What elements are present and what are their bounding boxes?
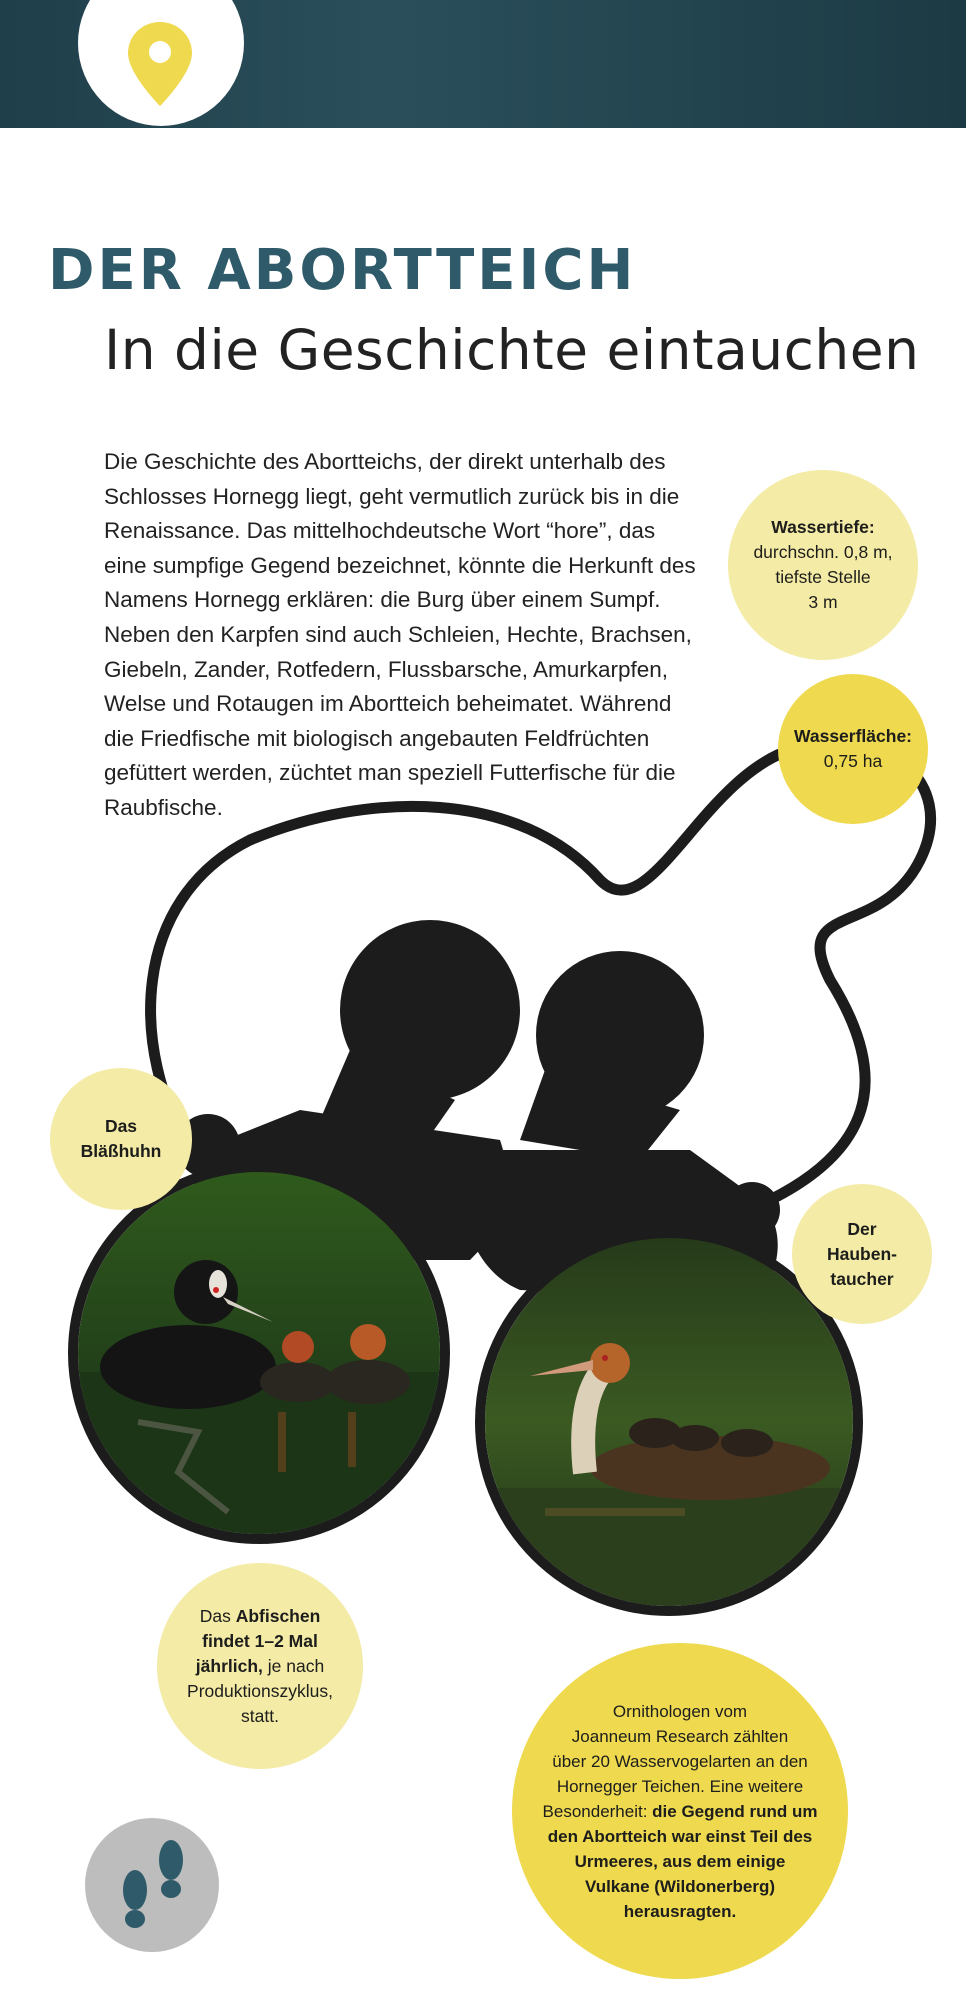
page-title: DER ABORTTEICH: [48, 238, 637, 303]
grebe-label-line: Der: [847, 1218, 877, 1239]
history-line: Welse und Rotaugen im Abortteich beheimatet. Während: [104, 691, 672, 717]
footprints-badge: [85, 1818, 219, 1952]
depth-label: Wassertiefe:: [771, 517, 875, 537]
area-label: Wasserfläche:: [793, 726, 912, 746]
depth-line: durchschn. 0,8 m,: [753, 542, 893, 562]
history-line: eine sumpfige Gegend bezeichnet, könnte die Herkunft des: [104, 552, 696, 578]
history-line: die Friedfische mit biologisch angebauten Feldfrüchten: [104, 725, 650, 751]
grebe-label-line: Hauben-: [827, 1243, 897, 1264]
ornithology-text: den Abortteich war einst Teil des: [547, 1826, 813, 1846]
depth-line: 3 m: [808, 592, 838, 612]
grebe-label-line: taucher: [830, 1268, 894, 1289]
ornithology-text: Hornegger Teichen. Eine weitere: [556, 1776, 804, 1796]
fishing-bubble: [157, 1563, 363, 1769]
fishing-text: findet 1–2 Mal: [202, 1630, 318, 1651]
fishing-text: Das: [199, 1605, 236, 1626]
depth-line: tiefste Stelle: [775, 567, 871, 587]
fishing-text: Abfischen: [235, 1605, 321, 1626]
history-line: gefüttert werden, züchtet man speziell Futterfische für die: [104, 760, 676, 786]
fishing-text: jährlich,: [195, 1655, 263, 1676]
coot-label-line: Bläßhuhn: [80, 1141, 162, 1161]
history-line: Renaissance. Das mittelhochdeutsche Wort “hore”, das: [104, 518, 656, 544]
coot-with-chicks-photo: [78, 1172, 440, 1534]
fishing-text: Produktionszyklus,: [187, 1680, 333, 1701]
page-subtitle: In die Geschichte eintauchen: [104, 318, 920, 382]
area-value: 0,75 ha: [823, 751, 883, 771]
fishing-text: statt.: [241, 1705, 279, 1726]
history-line: Raubfische.: [104, 794, 223, 820]
footprints-icon: [85, 1818, 219, 1952]
history-line: Namens Hornegg erklären: die Burg über einem Sumpf.: [104, 587, 661, 613]
coot-label-line: Das: [104, 1116, 138, 1136]
ornithology-text: Besonderheit:: [542, 1801, 653, 1821]
depth-bubble: [728, 470, 918, 660]
ornithology-bubble: [512, 1643, 848, 1979]
ornithology-text: Joanneum Research zählten: [571, 1726, 789, 1746]
history-line: Neben den Karpfen sind auch Schleien, Hechte, Brachsen,: [104, 621, 692, 647]
history-line: Giebeln, Zander, Rotfedern, Flussbarsche, Amurkarpfen,: [104, 656, 669, 682]
area-bubble: [778, 674, 928, 824]
history-line: Die Geschichte des Abortteichs, der direkt unterhalb des: [104, 449, 666, 474]
grebe-label-bubble: [792, 1184, 932, 1324]
coot-photo: [68, 1162, 450, 1544]
coot-label-bubble: [50, 1068, 192, 1210]
grebe-with-chicks-photo: [485, 1238, 853, 1606]
ornithology-text: Vulkane (Wildonerberg): [584, 1876, 775, 1896]
ornithology-text: über 20 Wasservogelarten an den: [552, 1751, 808, 1771]
fishing-text: je nach: [262, 1655, 325, 1676]
ornithology-text: Urmeeres, aus dem einige: [574, 1851, 786, 1871]
ornithology-text: herausragten.: [623, 1901, 737, 1921]
ornithology-text: Ornithologen vom: [612, 1701, 748, 1721]
history-line: Schlosses Hornegg liegt, geht vermutlich zurück bis in die: [104, 483, 680, 509]
ornithology-text: die Gegend rund um: [652, 1801, 818, 1821]
